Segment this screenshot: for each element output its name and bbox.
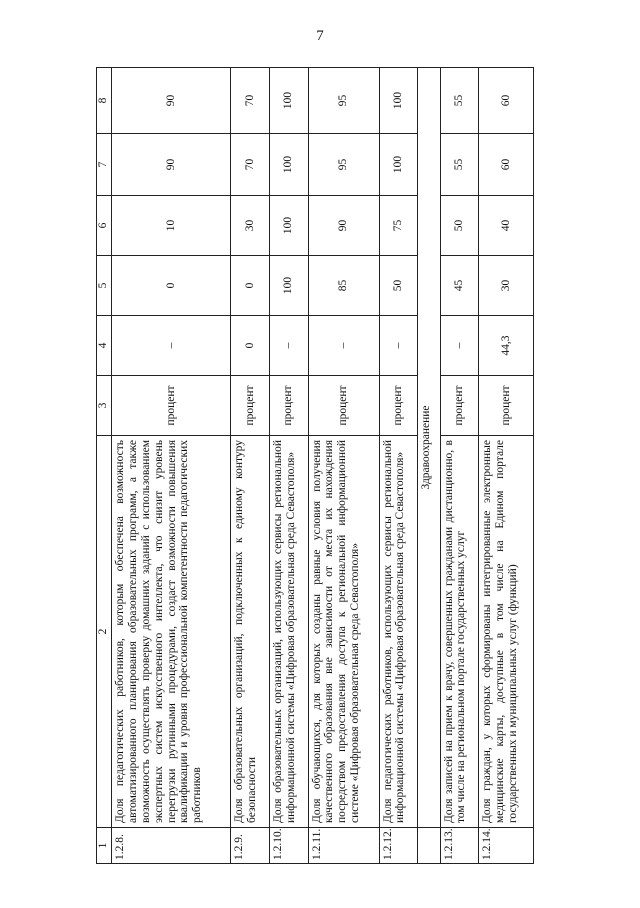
row-value-col6: 40	[479, 196, 534, 256]
table-row	[479, 68, 534, 864]
row-value-col8: 100	[270, 68, 309, 134]
row-value-col4: –	[379, 316, 418, 376]
row-code: 1.2.14.	[479, 828, 534, 864]
table-row	[270, 68, 309, 864]
col-header: 2	[97, 436, 112, 828]
row-unit: процент	[231, 376, 270, 436]
row-unit: процент	[270, 376, 309, 436]
row-unit: процент	[308, 376, 379, 436]
table-row	[112, 68, 231, 864]
table-row	[440, 68, 479, 864]
row-description: Доля граждан, у которых сформированы интегрированные электронные медицинские карты, доступные в том числе на Едином портале государственных и муниципальных услуг (функций)	[479, 436, 534, 828]
row-value-col5: 0	[231, 256, 270, 316]
row-code: 1.2.11.	[308, 828, 379, 864]
row-value-col4: –	[308, 316, 379, 376]
row-value-col7: 90	[112, 134, 231, 196]
row-description: Доля образовательных организаций, подключенных к единому контуру безопасности	[231, 436, 270, 828]
page-number: 7	[316, 28, 324, 44]
row-value-col5: 0	[112, 256, 231, 316]
row-description: Доля записей на прием к врачу, совершенных гражданами дистанционно, в том числе на региональном портале государственных услуг	[440, 436, 479, 828]
row-code: 1.2.9.	[231, 828, 270, 864]
col-header: 7	[97, 134, 112, 196]
row-value-col7: 60	[479, 134, 534, 196]
row-code: 1.2.12.	[379, 828, 418, 864]
row-value-col7: 100	[270, 134, 309, 196]
section-row	[418, 68, 440, 864]
row-value-col8: 60	[479, 68, 534, 134]
col-header: 6	[97, 196, 112, 256]
row-description: Доля обучающихся, для которых созданы равные условия получения качественного образования вне зависимости от места их нахождения посредством предоставления доступа к региональной информационной системе «Цифровая образовательная среда Севастополя»	[308, 436, 379, 828]
row-value-col7: 95	[308, 134, 379, 196]
col-header: 4	[97, 316, 112, 376]
row-value-col8: 55	[440, 68, 479, 134]
col-header: 8	[97, 68, 112, 134]
table-row	[231, 68, 270, 864]
row-value-col4: –	[270, 316, 309, 376]
table-row	[308, 68, 379, 864]
row-value-col6: 10	[112, 196, 231, 256]
rotated-table-container	[96, 68, 534, 864]
col-header: 1	[97, 828, 112, 864]
row-value-col7: 100	[379, 134, 418, 196]
row-unit: процент	[112, 376, 231, 436]
row-unit: процент	[479, 376, 534, 436]
row-value-col8: 70	[231, 68, 270, 134]
row-value-col7: 70	[231, 134, 270, 196]
row-code: 1.2.8.	[112, 828, 231, 864]
row-value-col6: 50	[440, 196, 479, 256]
col-header: 3	[97, 376, 112, 436]
row-value-col6: 100	[270, 196, 309, 256]
row-description: Доля педагогических работников, использующих сервисы региональной информационной системы «Цифровая образовательная среда Севастополя»	[379, 436, 418, 828]
row-value-col5: 45	[440, 256, 479, 316]
table-row	[379, 68, 418, 864]
row-value-col4: –	[112, 316, 231, 376]
row-value-col8: 90	[112, 68, 231, 134]
row-value-col5: 85	[308, 256, 379, 316]
row-value-col6: 30	[231, 196, 270, 256]
row-value-col5: 100	[270, 256, 309, 316]
row-unit: процент	[379, 376, 418, 436]
row-value-col5: 30	[479, 256, 534, 316]
section-title: Здравоохранение	[418, 68, 440, 828]
row-value-col4: –	[440, 316, 479, 376]
row-value-col8: 100	[379, 68, 418, 134]
row-value-col7: 55	[440, 134, 479, 196]
row-description: Доля педагогических работников, которым обеспечена возможность автоматизированного планирования образовательных программ, а также возможность осуществлять проверку домашних заданий с использованием экспертных систем искусственного интеллекта, что снизит уровень перегрузки рутинными процедурами, создаст возможности повышения квалификации и уровня профессиональной компетентности педагогических работников	[112, 436, 231, 828]
row-value-col5: 50	[379, 256, 418, 316]
row-value-col6: 90	[308, 196, 379, 256]
col-header: 5	[97, 256, 112, 316]
rotated-table	[96, 68, 534, 864]
indicators-table	[96, 67, 534, 864]
row-description: Доля образовательных организаций, использующих сервисы региональной информационной системы «Цифровая образовательная среда Севастополя»	[270, 436, 309, 828]
row-value-col6: 75	[379, 196, 418, 256]
row-code: 1.2.10.	[270, 828, 309, 864]
row-unit: процент	[440, 376, 479, 436]
row-value-col4: 44,3	[479, 316, 534, 376]
row-code: 1.2.13.	[440, 828, 479, 864]
row-value-col4: 0	[231, 316, 270, 376]
header-row	[97, 68, 112, 864]
row-value-col8: 95	[308, 68, 379, 134]
